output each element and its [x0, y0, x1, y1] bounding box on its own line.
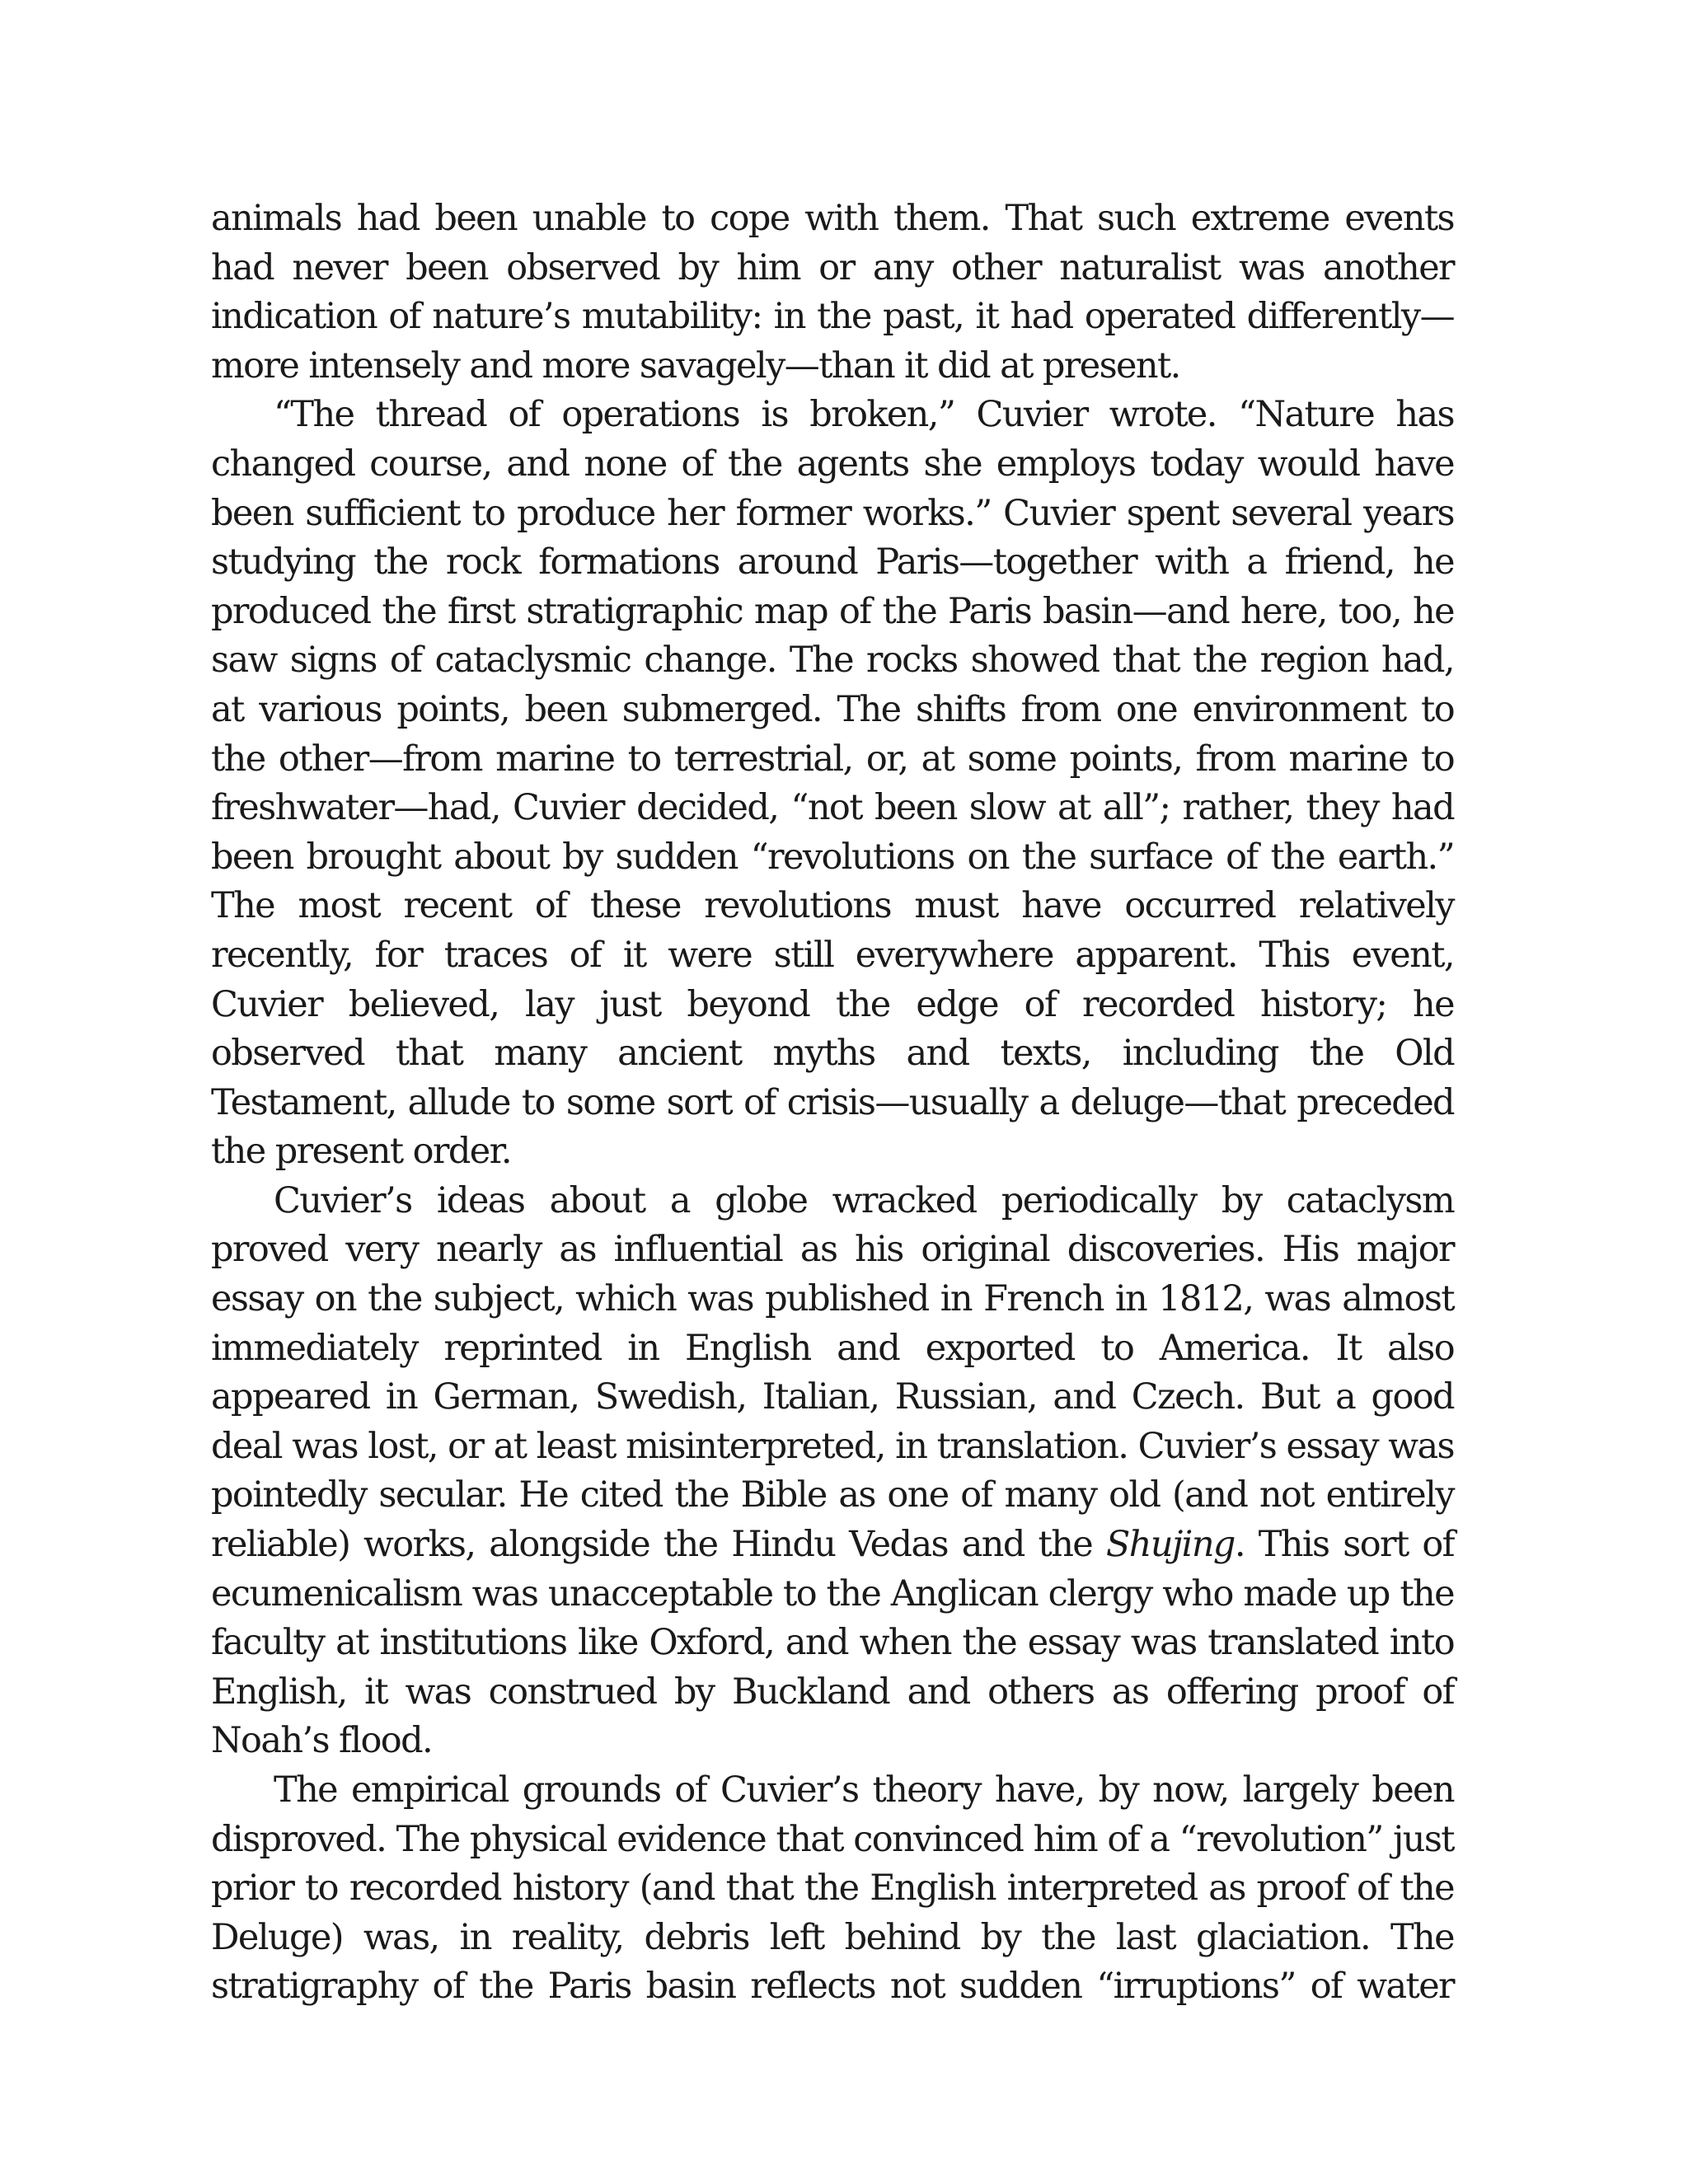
paragraph-3	[211, 1177, 1454, 1766]
body-text	[211, 194, 1454, 2012]
paragraph-1: animals had been unable to cope with them. That such extreme events had never been observed by him or any other naturalist was another indication of nature’s mutability: in the past, it had operated differently—more intensely and more savagely—than it did at present.	[211, 198, 1454, 387]
paragraph-3-text-start: Cuvier’s ideas about a globe wracked periodically by cataclysm proved very nearly as influential as his original discoveries. His major essay on the subject, which was published in French in 1812, was almost immediately reprinted in English and exported to America. It also appeared in German, Swedish, Italian, Russian, and Czech. But a good deal was lost, or at least misinterpreted, in translation. Cuvier’s essay was pointedly secular. He cited the Bible as one of many old (and not entirely reliable) works, alongside the Hindu Vedas and the	[211, 1179, 1454, 1566]
paragraph-3-text-end: . This sort of ecumenicalism was unacceptable to the Anglican clergy who made up the faculty at institutions like Oxford, and when the essay was translated into English, it was construed by Buckland and others as offering proof of Noah’s flood.	[211, 1524, 1454, 1762]
paragraph-2: “The thread of operations is broken,” Cuvier wrote. “Nature has changed course, and none of the agents she employs today would have been sufficient to produce her former works.” Cuvier spent several years studying the rock formations around Paris—together with a friend, he produced the first stratigraphic map of the Paris basin—and here, too, he saw signs of cataclysmic change. The rocks showed that the region had, at various points, been submerged. The shifts from one environment to the other—from marine to terrestrial, or, at some points, from marine to freshwater—had, Cuvier decided, “not been slow at all”; rather, they had been brought about by sudden “revolutions on the surface of the earth.” The most recent of these revolutions must have occurred relatively recently, for traces of it were still everywhere apparent. This event, Cuvier believed, lay just beyond the edge of recorded history; he observed that many ancient myths and texts, including the Old Testament, allude to some sort of crisis—usually a deluge—that preceded the present order.	[211, 394, 1454, 1173]
shujing-title: Shujing	[1105, 1524, 1235, 1566]
paragraph-4: The empirical grounds of Cuvier’s theory have, by now, largely been disproved. The physical evidence that convinced him of a “revolution” just prior to recorded history (and that the English interpreted as proof of the Deluge) was, in reality, debris left behind by the last glaciation. The stratigraphy of the Paris basin reflects not sudden “irruptions” of water	[211, 1769, 1454, 2008]
